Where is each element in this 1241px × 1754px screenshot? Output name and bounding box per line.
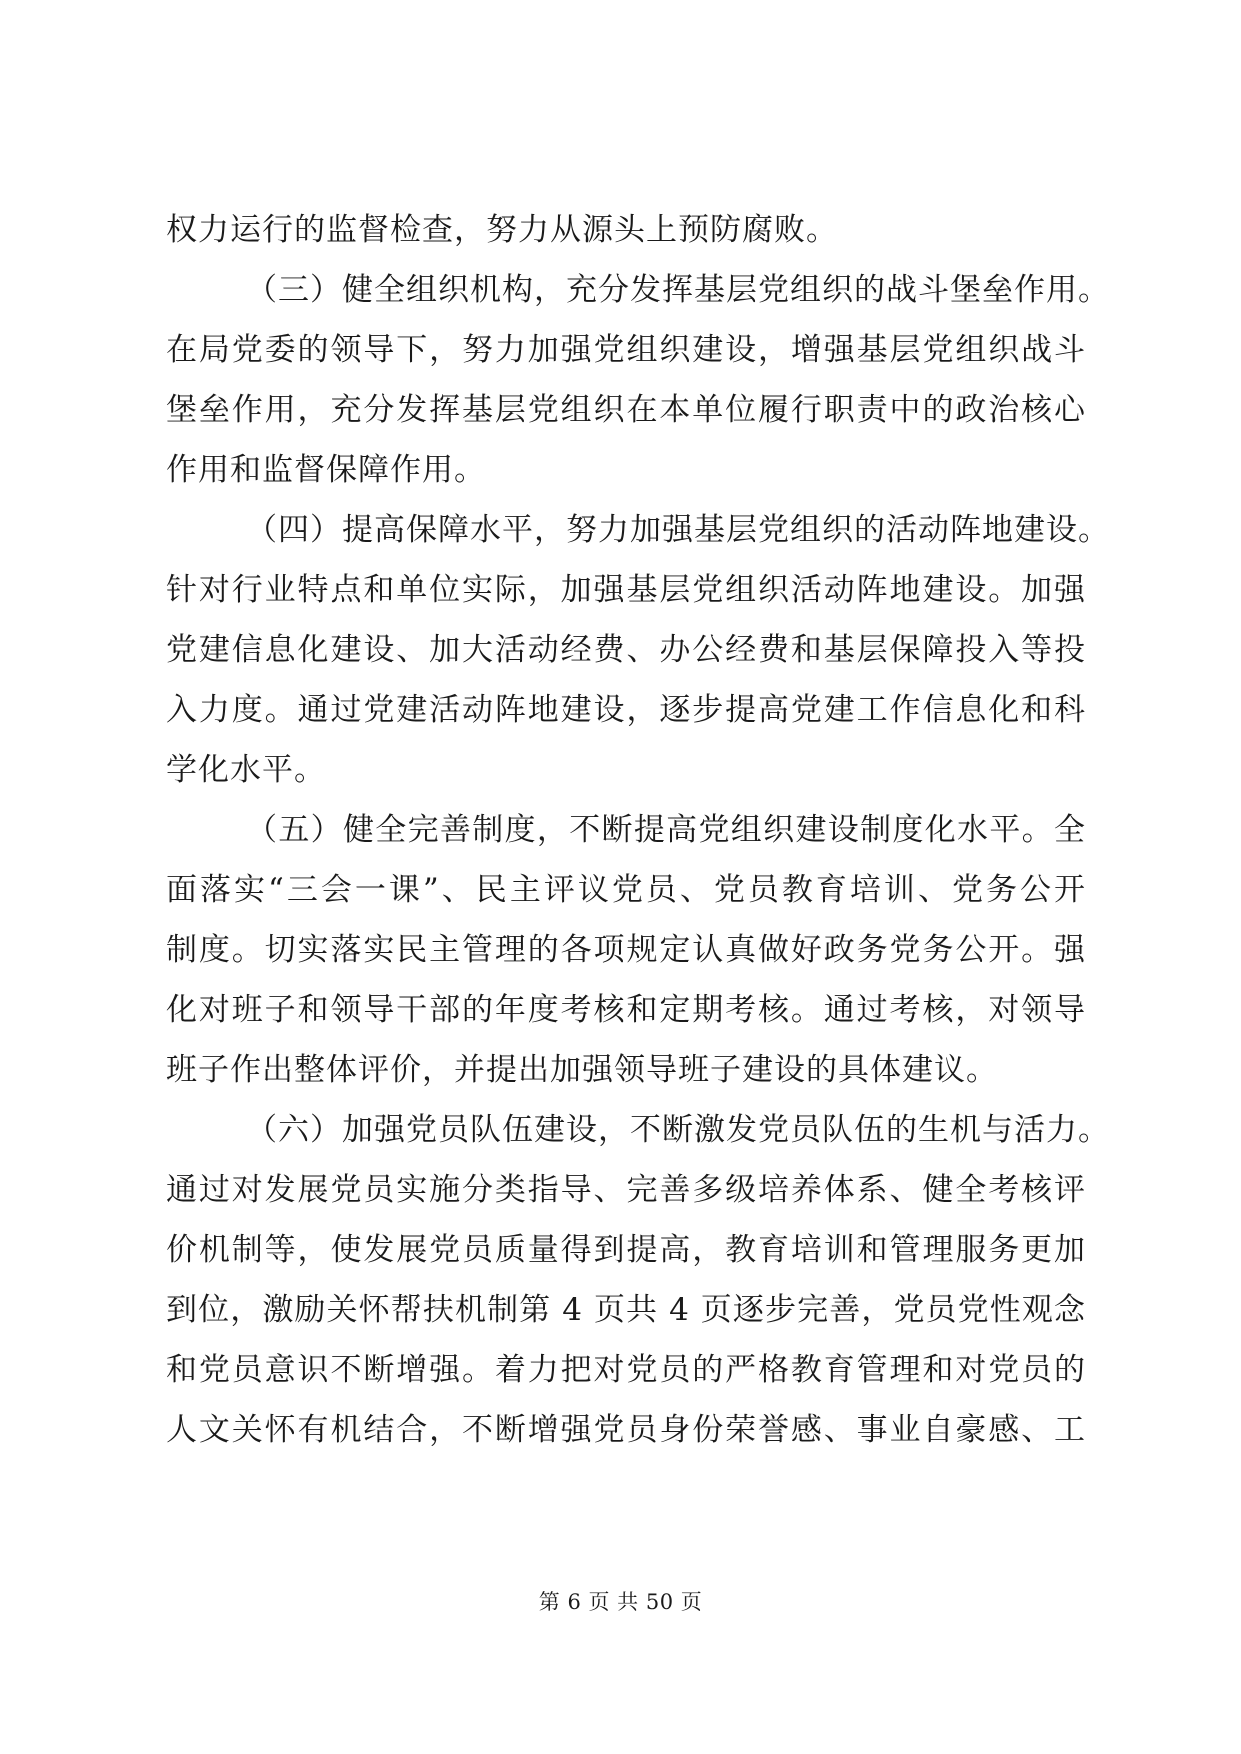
- section-heading-6: （六）加强党员队伍建设，不断激发党员队伍的生机与活力。: [246, 1112, 1110, 1148]
- text-line-8: 党建信息化建设、加大活动经费、办公经费和基层保障投入等投: [166, 632, 1086, 668]
- text-line-9: 入力度。通过党建活动阵地建设，逐步提高党建工作信息化和科: [166, 692, 1086, 728]
- text-line-10: 学化水平。: [166, 752, 326, 788]
- text-line-17: 通过对发展党员实施分类指导、完善多级培养体系、健全考核评: [166, 1172, 1086, 1208]
- text-line-13: 制度。切实落实民主管理的各项规定认真做好政务党务公开。强: [166, 932, 1086, 968]
- text-line-15: 班子作出整体评价，并提出加强领导班子建设的具体建议。: [166, 1052, 998, 1088]
- text-line-19: 到位，激励关怀帮扶机制第 4 页共 4 页逐步完善，党员党性观念: [166, 1292, 1086, 1328]
- text-line-3: 在局党委的领导下，努力加强党组织建设，增强基层党组织战斗: [166, 332, 1086, 368]
- section-heading-4: （四）提高保障水平，努力加强基层党组织的活动阵地建设。: [246, 512, 1110, 548]
- text-line-18: 价机制等，使发展党员质量得到提高，教育培训和管理服务更加: [166, 1232, 1086, 1268]
- text-line-14: 化对班子和领导干部的年度考核和定期考核。通过考核，对领导: [166, 992, 1086, 1028]
- text-line-5: 作用和监督保障作用。: [166, 452, 486, 488]
- text-line-1: 权力运行的监督检查，努力从源头上预防腐败。: [166, 212, 838, 248]
- text-line-20: 和党员意识不断增强。着力把对党员的严格教育管理和对党员的: [166, 1352, 1086, 1388]
- text-line-21: 人文关怀有机结合，不断增强党员身份荣誉感、事业自豪感、工: [166, 1412, 1086, 1448]
- section-heading-3: （三）健全组织机构，充分发挥基层党组织的战斗堡垒作用。: [246, 272, 1110, 308]
- text-line-7: 针对行业特点和单位实际，加强基层党组织活动阵地建设。加强: [166, 572, 1086, 608]
- text-line-4: 堡垒作用，充分发挥基层党组织在本单位履行职责中的政治核心: [166, 392, 1086, 428]
- text-line-12: 面落实“三会一课”、民主评议党员、党员教育培训、党务公开: [166, 872, 1086, 908]
- page-number-footer: 第 6 页 共 50 页: [538, 1590, 703, 1614]
- section-heading-5: （五）健全完善制度，不断提高党组织建设制度化水平。全: [246, 812, 1086, 848]
